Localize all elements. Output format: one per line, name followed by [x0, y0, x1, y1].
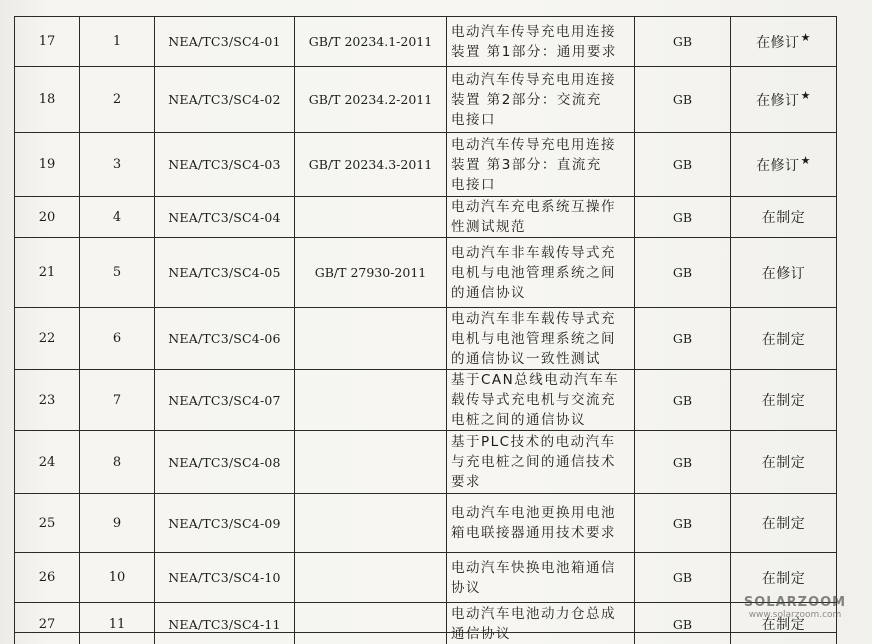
status-cell	[731, 370, 837, 431]
plan-code-cell: NEA/TC3/SC4-08	[155, 431, 295, 494]
status-label: 在制定	[761, 210, 806, 226]
sub-number-cell: 3	[80, 133, 155, 197]
status-label: 在制定	[761, 617, 806, 633]
plan-code-cell: NEA/TC3/SC4-10	[155, 553, 295, 603]
standard-name-cell: 电动汽车充电系统互操作 性测试规范	[447, 197, 635, 238]
table-row	[15, 431, 837, 494]
table-body	[15, 17, 837, 644]
table-row	[15, 308, 837, 370]
standard-number-cell	[295, 431, 447, 494]
revision-star-icon: ★	[800, 31, 811, 44]
sub-number-cell: 1	[80, 17, 155, 67]
standard-number-cell	[295, 603, 447, 644]
status-label: 在修订	[756, 158, 800, 174]
standards-table	[14, 16, 837, 644]
sub-number-cell: 4	[80, 197, 155, 238]
plan-code-cell: NEA/TC3/SC4-03	[155, 133, 295, 197]
serial-number-cell: 26	[15, 553, 80, 603]
serial-number-cell: 27	[15, 603, 80, 644]
serial-number-cell: 24	[15, 431, 80, 494]
table-row	[15, 603, 837, 644]
status-label: 在制定	[761, 331, 806, 348]
revision-star-icon: ★	[800, 89, 811, 102]
standard-name-cell: 基于PLC技术的电动汽车 与充电桩之间的通信技术 要求	[447, 431, 635, 494]
sub-number-cell: 9	[80, 494, 155, 553]
serial-number-cell: 21	[15, 238, 80, 308]
standard-number-cell: GB/T 20234.1-2011	[295, 17, 447, 67]
serial-number-cell: 23	[15, 370, 80, 431]
watermark-logo: SOLARZOOM	[743, 595, 847, 610]
plan-code-cell: NEA/TC3/SC4-06	[155, 308, 295, 370]
bottom-rule	[14, 632, 836, 633]
standard-type-cell: GB	[635, 197, 731, 238]
standard-name-cell: 基于CAN总线电动汽车车 载传导式充电机与交流充 电桩之间的通信协议	[447, 370, 635, 431]
revision-star-icon: ★	[800, 154, 811, 167]
table-row	[15, 67, 837, 133]
table-row	[15, 17, 837, 67]
sub-number-cell: 2	[80, 67, 155, 133]
standard-name-cell: 电动汽车快换电池箱通信 协议	[447, 553, 635, 603]
standard-type-cell: GB	[635, 17, 731, 67]
status-cell	[731, 238, 837, 308]
table-row	[15, 553, 837, 603]
standard-number-cell	[295, 197, 447, 238]
table-row	[15, 133, 837, 197]
standard-type-cell: GB	[635, 238, 731, 308]
sub-number-cell: 11	[80, 603, 155, 644]
serial-number-cell: 19	[15, 133, 80, 197]
status-cell	[731, 431, 837, 494]
plan-code-cell: NEA/TC3/SC4-02	[155, 67, 295, 133]
standard-type-cell: GB	[635, 370, 731, 431]
table-row	[15, 370, 837, 431]
sub-number-cell: 7	[80, 370, 155, 431]
status-cell	[731, 197, 837, 238]
status-label: 在制定	[761, 455, 806, 471]
standard-number-cell	[295, 553, 447, 603]
status-label: 在制定	[761, 516, 806, 532]
plan-code-cell: NEA/TC3/SC4-07	[155, 370, 295, 431]
status-label: 在修订	[756, 35, 800, 51]
status-label: 在修订	[761, 265, 806, 282]
standard-name-cell: 电动汽车传导充电用连接 装置 第2部分：交流充 电接口	[447, 67, 635, 133]
status-cell	[731, 133, 837, 197]
status-cell	[731, 67, 837, 133]
standard-number-cell: GB/T 20234.2-2011	[295, 67, 447, 133]
plan-code-cell: NEA/TC3/SC4-11	[155, 603, 295, 644]
status-label: 在修订	[756, 93, 800, 109]
standard-name-cell: 电动汽车非车载传导式充 电机与电池管理系统之间 的通信协议	[447, 238, 635, 308]
status-cell	[731, 603, 837, 644]
standard-type-cell: GB	[635, 553, 731, 603]
serial-number-cell: 17	[15, 17, 80, 67]
sub-number-cell: 5	[80, 238, 155, 308]
standard-type-cell: GB	[635, 603, 731, 644]
table-row	[15, 197, 837, 238]
plan-code-cell: NEA/TC3/SC4-09	[155, 494, 295, 553]
standard-number-cell: GB/T 27930-2011	[295, 238, 447, 308]
table-row	[15, 494, 837, 553]
serial-number-cell: 20	[15, 197, 80, 238]
plan-code-cell: NEA/TC3/SC4-04	[155, 197, 295, 238]
standard-type-cell: GB	[635, 431, 731, 494]
standard-name-cell: 电动汽车传导充电用连接 装置 第3部分：直流充 电接口	[447, 133, 635, 197]
table-row	[15, 238, 837, 308]
status-cell	[731, 308, 837, 370]
sub-number-cell: 6	[80, 308, 155, 370]
status-cell	[731, 494, 837, 553]
status-cell	[731, 553, 837, 603]
standard-type-cell: GB	[635, 67, 731, 133]
standard-number-cell: GB/T 20234.3-2011	[295, 133, 447, 197]
standard-name-cell: 电动汽车非车载传导式充 电机与电池管理系统之间 的通信协议一致性测试	[447, 308, 635, 370]
standard-number-cell	[295, 308, 447, 370]
standard-type-cell: GB	[635, 308, 731, 370]
standard-name-cell: 电动汽车电池更换用电池 箱电联接器通用技术要求	[447, 494, 635, 553]
status-label: 在制定	[761, 570, 806, 587]
standard-number-cell	[295, 370, 447, 431]
sub-number-cell: 10	[80, 553, 155, 603]
standard-type-cell: GB	[635, 494, 731, 553]
standard-type-cell: GB	[635, 133, 731, 197]
standard-name-cell: 电动汽车传导充电用连接 装置 第1部分：通用要求	[447, 17, 635, 67]
standard-name-cell: 电动汽车电池动力仓总成 通信协议	[447, 603, 635, 644]
watermark-url: www.solarzoom.com	[748, 610, 842, 620]
serial-number-cell: 18	[15, 67, 80, 133]
serial-number-cell: 25	[15, 494, 80, 553]
sub-number-cell: 8	[80, 431, 155, 494]
plan-code-cell: NEA/TC3/SC4-01	[155, 17, 295, 67]
standard-number-cell	[295, 494, 447, 553]
plan-code-cell: NEA/TC3/SC4-05	[155, 238, 295, 308]
status-label: 在制定	[761, 393, 806, 409]
status-cell	[731, 17, 837, 67]
serial-number-cell: 22	[15, 308, 80, 370]
